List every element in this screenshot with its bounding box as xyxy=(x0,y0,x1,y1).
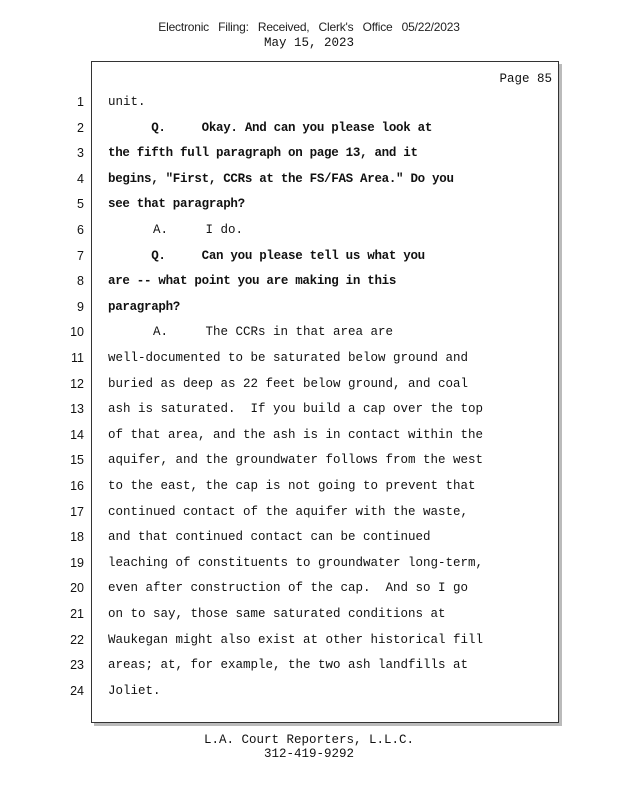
line-text: areas; at, for example, the two ash landfills at xyxy=(108,658,469,673)
line-number: 18 xyxy=(70,530,84,545)
line-number: 13 xyxy=(70,402,84,417)
line-number: 21 xyxy=(70,607,84,621)
line-number: 23 xyxy=(70,658,84,673)
line-number: 24 xyxy=(70,683,84,698)
line-text: Q. Okay. And can you please look at xyxy=(108,120,433,135)
line-number: 14 xyxy=(70,427,84,442)
line-text: leaching of constituents to groundwater long-term, xyxy=(108,555,484,570)
line-text: the fifth full paragraph on page 13, and it xyxy=(108,146,418,161)
line-number: 2 xyxy=(77,120,84,135)
line-text: well-documented to be saturated below ground and xyxy=(108,351,469,365)
line-text: paragraph? xyxy=(108,299,181,314)
line-text: see that paragraph? xyxy=(108,197,245,212)
line-number: 15 xyxy=(70,453,84,468)
line-number: 12 xyxy=(70,376,84,391)
line-text: are -- what point you are making in this xyxy=(108,274,397,289)
line-number: 19 xyxy=(70,555,84,570)
line-text: to the east, the cap is not going to prevent that xyxy=(108,479,476,493)
line-text: Joliet. xyxy=(108,683,161,698)
line-number: 10 xyxy=(70,325,84,340)
line-text: aquifer, and the groundwater follows from the west xyxy=(108,453,484,468)
line-text: unit. xyxy=(108,95,146,109)
line-number: 6 xyxy=(77,223,84,237)
line-number: 9 xyxy=(77,299,84,314)
line-number: 5 xyxy=(77,197,84,212)
line-number: 11 xyxy=(71,351,84,365)
transcript-page xyxy=(91,61,559,723)
line-text: Waukegan might also exist at other historical fill xyxy=(108,632,484,647)
line-text: buried as deep as 22 feet below ground, and coal xyxy=(108,376,469,391)
line-text: Q. Can you please tell us what you xyxy=(108,248,425,263)
line-text: on to say, those same saturated conditions at xyxy=(108,607,446,621)
line-number: 22 xyxy=(70,632,84,647)
line-text: of that area, and the ash is in contact within the xyxy=(108,427,484,442)
line-text: A. I do. xyxy=(108,223,244,237)
line-text: A. The CCRs in that area are xyxy=(108,325,394,340)
line-text: ash is saturated. If you build a cap over the top xyxy=(108,402,484,417)
line-number: 8 xyxy=(77,274,84,289)
line-number: 4 xyxy=(77,171,84,186)
reporter-firm: L.A. Court Reporters, L.L.C. xyxy=(203,733,415,747)
reporter-phone: 312-419-9292 xyxy=(263,747,354,761)
filing-stamp: Electronic Filing: Received, Clerk's Office 05/22/2023 xyxy=(158,20,460,34)
line-text: continued contact of the aquifer with the waste, xyxy=(108,504,469,519)
line-text: even after construction of the cap. And so I go xyxy=(108,581,469,596)
transcript-date: May 15, 2023 xyxy=(263,36,354,50)
line-text: begins, "First, CCRs at the FS/FAS Area." Do you xyxy=(108,171,454,186)
line-number: 3 xyxy=(77,146,84,161)
line-number: 17 xyxy=(70,504,84,519)
line-number: 1 xyxy=(77,95,84,109)
line-text: and that continued contact can be continued xyxy=(108,530,431,545)
line-number: 7 xyxy=(77,248,84,263)
line-number: 20 xyxy=(70,581,84,596)
page-number: Page 85 xyxy=(499,72,552,86)
line-number: 16 xyxy=(70,479,84,493)
